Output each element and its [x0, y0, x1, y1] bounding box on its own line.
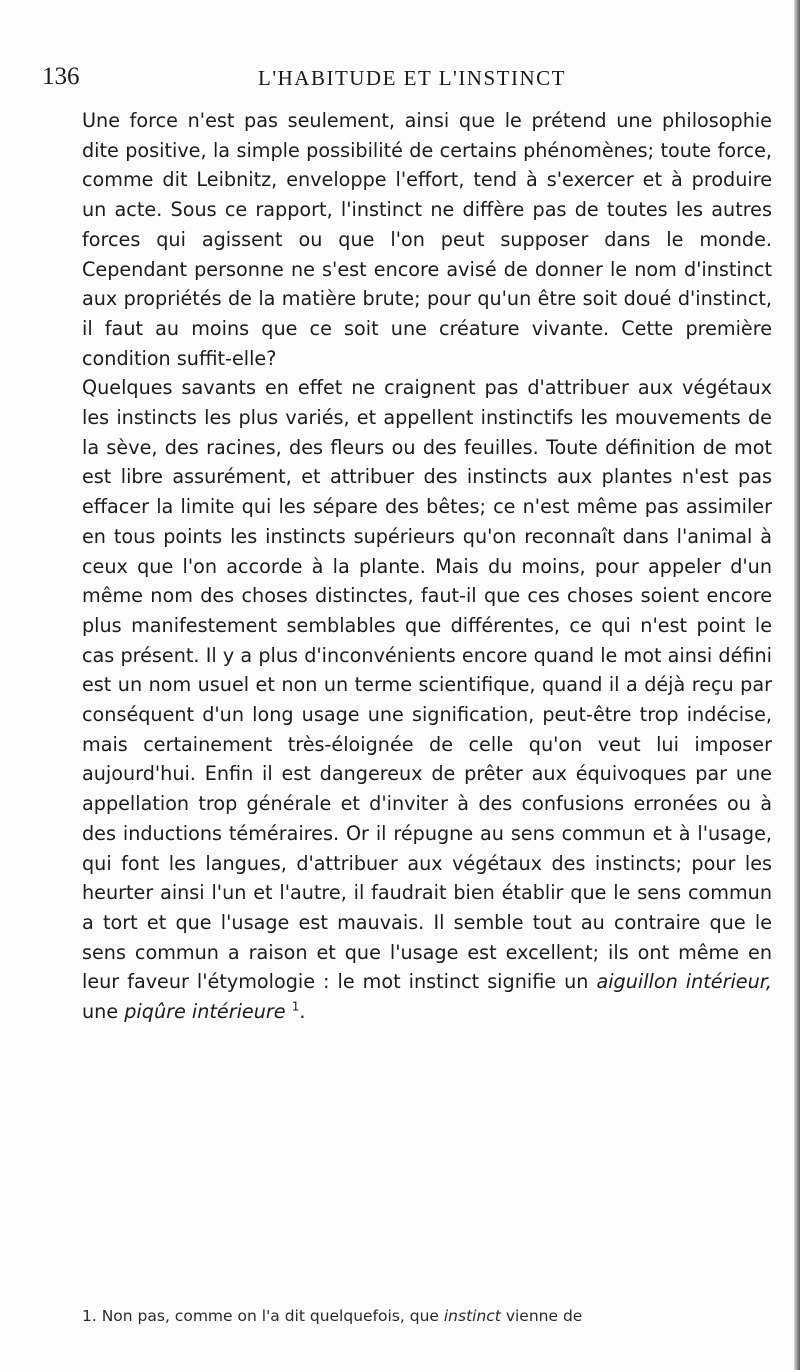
paragraph-2: Quelques savants en effet ne craignent pas d'attribuer aux végétaux les instincts les plus variés, et appellent instinctifs les mouvements de la sève, des racines, des fleurs ou des feuilles. Toute définition de mot est libre assurément, et attribuer des instincts aux plantes n'est pas effacer la limite qui les sépare des bêtes; ce n'est même pas assimiler en tous points les instincts supérieurs qu'on reconnaît dans l'animal à ceux que l'on accorde à la plante. Mais du moins, pour appeler d'un même nom des choses distinctes, faut-il que ces choses soient encore plus manifestement semblables que différentes, ce qui n'est point le cas présent. Il y a plus d'inconvénients encore quand le mot ainsi défini est un nom usuel et non un terme scientifique, quand il a déjà reçu par conséquent d'un long usage une signification, peut-être trop indécise, mais certainement très-éloignée de celle qu'on veut lui imposer aujourd'hui. Enfin il est dangereux de prêter aux équivoques par une appellation trop générale et d'inviter à des confusions erronées ou à des inductions téméraires. Or il répugne au sens commun et à l'usage, qui font les langues, d'attribuer aux végétaux des instincts; pour les heurter ainsi l'un et l'autre, il faudrait bien établir que le sens commun a tort et que l'usage est mauvais. Il semble tout au contraire que le sens commun a raison et que l'usage est excellent; ils ont même en leur faveur l'étymologie : le mot instinct signifie un aiguillon intérieur, une piqûre intérieure $^1$. [82, 376, 772, 1024]
footnote [82, 1305, 772, 1327]
running-title: L'HABITUDE ET L'INSTINCT [258, 66, 566, 90]
page-number: 136 [42, 63, 80, 90]
italic-phrase-piqure: piqûre intérieure [124, 1000, 286, 1024]
footnote-italic-word: instinct [443, 1307, 501, 1325]
footnote-marker: 1 [291, 999, 300, 1014]
paragraph-2-text: Quelques savants en effet ne craignent pas d'attribuer aux végétaux les instincts les plus variés, et appellent instinctifs les mouvements de la sève, des racines, des fleurs ou des feuilles. Toute définition de mot est libre assurément, et attribuer des instincts aux plantes n'est pas effacer la limite qui les sépare des bêtes; ce n'est même pas assimiler en tous points les instincts supérieurs qu'on reconnaît dans l'animal à ceux que l'on accorde à la plante. Mais du moins, pour appeler d'un même nom des choses distinctes, faut-il que ces choses soient encore plus manifestement semblables que différentes, ce qui n'est point le cas présent. Il y a plus d'inconvénients encore quand le mot ainsi défini est un nom usuel et non un terme scientifique, quand il a déjà reçu par conséquent d'un long usage une signification, peut-être trop indécise, mais certainement très-éloignée de celle qu'on veut lui imposer aujourd'hui. Enfin il est dangereux de prêter aux équivoques par une appellation trop générale et d'inviter à des confusions erronées ou à des inductions téméraires. Or il répugne au sens commun et à l'usage, qui font les langues, d'attribuer aux végétaux des instincts; pour les heurter ainsi l'un et l'autre, il faudrait bien établir que le sens commun a tort et que l'usage est mauvais. Il semble tout au contraire que le sens commun a raison et que l'usage est excellent; ils ont même en leur faveur l'étymologie : le mot instinct signifie un [82, 376, 772, 994]
footnote-text-before: 1. Non pas, comme on l'a dit quelquefois, que [82, 1307, 439, 1325]
connector-word: une [82, 1000, 119, 1024]
running-head [42, 62, 762, 92]
italic-phrase-aiguillon: aiguillon intérieur, [596, 970, 772, 994]
page-edge-shadow [794, 0, 800, 1370]
footnote-text-after: vienne de [505, 1307, 583, 1325]
paragraph-1: Une force n'est pas seulement, ainsi que le prétend une philosophie dite positive, la simple possibilité de certains phénomènes; toute force, comme dit Leibnitz, enveloppe l'effort, tend à s'exercer et à produire un acte. Sous ce rapport, l'instinct ne diffère pas de toutes les autres forces qui agissent ou que l'on peut supposer dans le monde. Cependant personne ne s'est encore avisé de donner le nom d'instinct aux propriétés de la matière brute; pour qu'un être soit doué d'instinct, il faut au moins que ce soit une créature vivante. Cette première condition suffit-elle? [82, 109, 772, 370]
body-text [82, 106, 772, 1027]
